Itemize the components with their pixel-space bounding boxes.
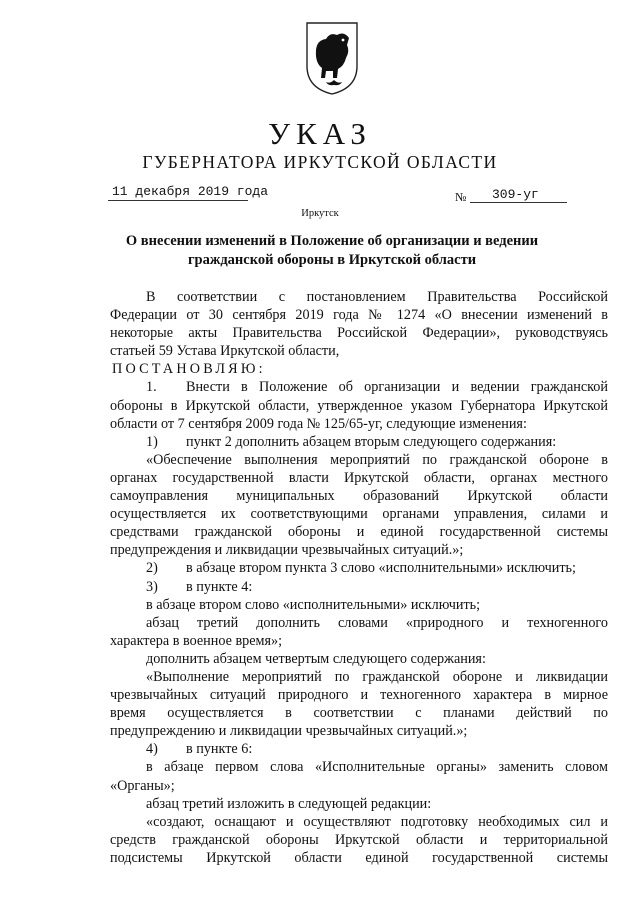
coat-of-arms-icon — [304, 20, 360, 96]
body-line: дополнить абзацем четвертым следующего содержания: — [146, 650, 486, 667]
body-line: средств гражданской обороны Иркутской области и территориальной — [110, 831, 608, 848]
body-line: статьей 59 Устава Иркутской области, — [110, 343, 340, 360]
body-line: в пункте 4: — [186, 578, 253, 595]
body-item — [110, 578, 608, 596]
body-line: В соответствии с постановлением Правительства Российской — [146, 289, 608, 305]
document-number: 309-уг — [492, 187, 539, 202]
document-subject-title: О внесении изменений в Положение об организации и ведении гражданской обороны в Иркутской области — [125, 233, 539, 268]
number-underline — [470, 202, 567, 203]
body-line: «Выполнение мероприятий по гражданской обороне и ликвидации — [146, 668, 608, 685]
body-line: характера в военное время»; — [110, 632, 283, 649]
body-line: в абзаце втором слово «исполнительными» исключить; — [146, 596, 481, 613]
body-line: в пункте 6: — [186, 741, 253, 758]
body-line: Федерации от 30 сентября 2019 года № 1274 «О внесении изменений в — [110, 307, 608, 324]
item-number: 2) — [146, 560, 158, 577]
body-line: предупреждению и ликвидации чрезвычайных ситуаций.»; — [110, 723, 468, 740]
item-number: 1. — [146, 379, 157, 396]
body-item — [110, 378, 608, 396]
body-line: обороны в Иркутской области, утвержденное указом Губернатора Иркутской — [110, 397, 608, 414]
document-body — [110, 288, 608, 867]
body-line: абзац третий изложить в следующей редакции: — [146, 795, 432, 812]
body-line: пункт 2 дополнить абзацем вторым следующего содержания: — [186, 433, 557, 450]
body-line: осуществляется их соответствующими органами управления, силами и — [110, 506, 608, 523]
number-label: № — [455, 190, 467, 204]
document-type-title: УКАЗ — [268, 116, 372, 151]
item-number: 4) — [146, 741, 158, 758]
body-line: подсистемы Иркутской области единой государственной системы — [110, 849, 608, 866]
body-item — [110, 559, 608, 577]
body-item — [110, 433, 608, 451]
body-line: чрезвычайных ситуаций природного и техногенного характера в мирное — [110, 687, 608, 704]
document-date: 11 декабря 2019 года — [112, 184, 269, 199]
body-line: время осуществляется в соответствии с планами действий по — [110, 705, 608, 722]
body-line: Внести в Положение об организации и ведении гражданской — [186, 379, 608, 396]
date-underline — [108, 200, 248, 201]
body-line: самоуправления муниципальных образований Иркутской области — [110, 488, 608, 505]
body-line: области от 7 сентября 2009 года № 125/65-уг, следующие изменения: — [110, 415, 527, 432]
body-line: «Органы»; — [110, 777, 175, 794]
decree-word: ПОСТАНОВЛЯЮ: — [112, 361, 266, 378]
item-number: 1) — [146, 433, 158, 450]
body-line: в абзаце втором пункта 3 слово «исполнительными» исключить; — [186, 560, 576, 577]
body-line: «Обеспечение выполнения мероприятий по гражданской обороне в — [146, 451, 608, 468]
body-line: средствами гражданской обороны и единой государственной системы — [110, 524, 608, 541]
issue-city: Иркутск — [301, 208, 339, 219]
issuer-title: ГУБЕРНАТОРА ИРКУТСКОЙ ОБЛАСТИ — [142, 152, 498, 172]
body-line: в абзаце первом слова «Исполнительные органы» заменить словом — [146, 759, 608, 776]
body-line: «создают, оснащают и осуществляют подготовку необходимых сил и — [146, 813, 608, 830]
body-line: некоторые акты Правительства Российской Федерации», руководствуясь — [110, 325, 608, 342]
body-line: абзац третий дополнить словами «природного и техногенного — [146, 614, 608, 631]
body-line: органах государственной власти Иркутской области, органах местного — [110, 469, 608, 486]
body-line: предупреждения и ликвидации чрезвычайных ситуаций.»; — [110, 542, 464, 559]
body-item — [110, 740, 608, 758]
item-number: 3) — [146, 578, 158, 595]
